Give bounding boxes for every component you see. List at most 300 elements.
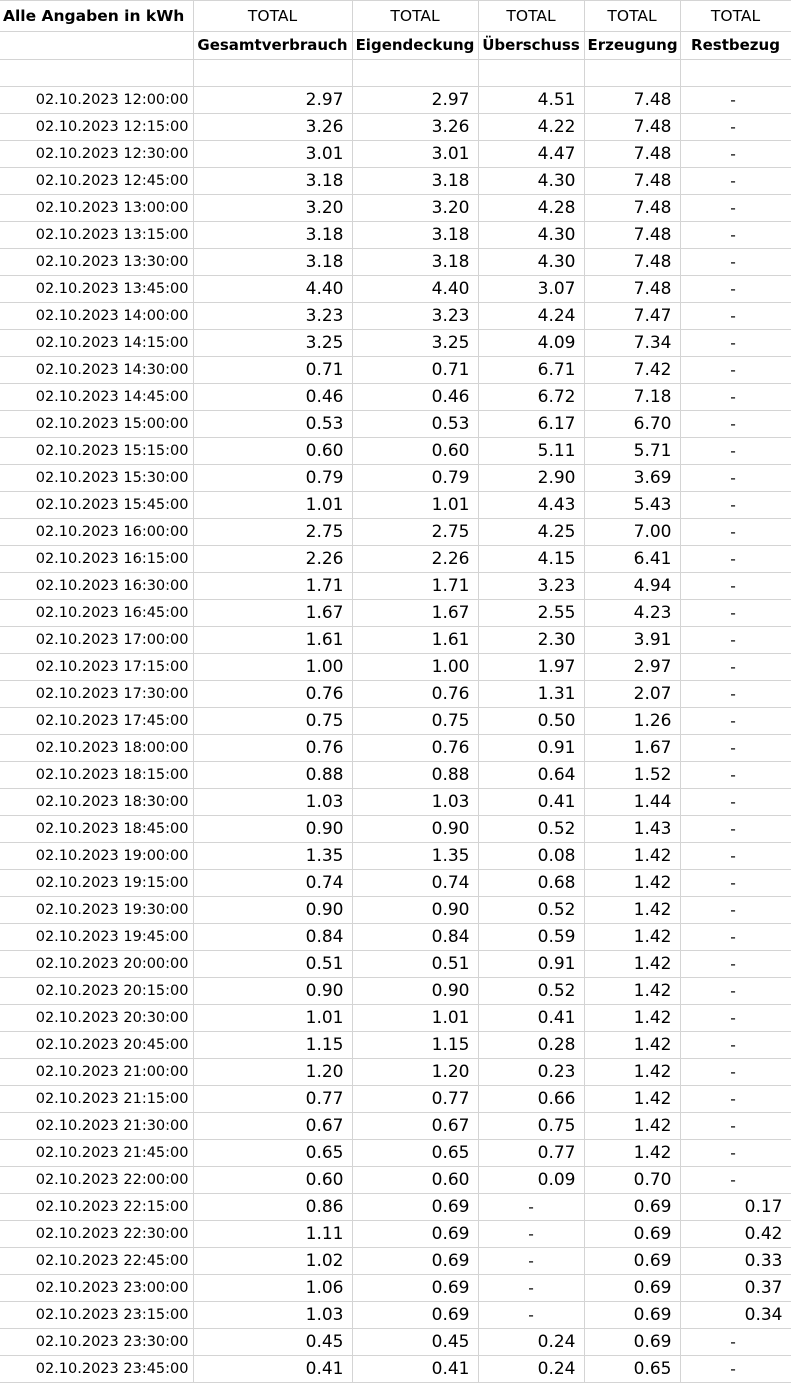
erzeugung-cell[interactable]: 1.52 (584, 762, 680, 789)
eigendeckung-cell[interactable]: 3.23 (352, 303, 478, 330)
sheet-title[interactable]: Alle Angaben in kWh (0, 1, 193, 32)
erzeugung-cell[interactable]: 7.34 (584, 330, 680, 357)
eigendeckung-cell[interactable]: 1.01 (352, 492, 478, 519)
eigendeckung-cell[interactable]: 0.90 (352, 978, 478, 1005)
erzeugung-cell[interactable]: 1.42 (584, 1113, 680, 1140)
eigendeckung-cell[interactable]: 1.15 (352, 1032, 478, 1059)
gesamtverbrauch-cell[interactable]: 2.26 (193, 546, 352, 573)
erzeugung-cell[interactable]: 7.48 (584, 141, 680, 168)
restbezug-cell[interactable]: - (680, 1005, 791, 1032)
column-header-ueberschuss[interactable]: Überschuss (478, 32, 584, 60)
ueberschuss-cell[interactable]: 4.47 (478, 141, 584, 168)
gesamtverbrauch-cell[interactable]: 3.18 (193, 168, 352, 195)
restbezug-cell[interactable]: - (680, 978, 791, 1005)
gesamtverbrauch-cell[interactable]: 0.86 (193, 1194, 352, 1221)
eigendeckung-cell[interactable]: 0.90 (352, 897, 478, 924)
timestamp-cell[interactable]: 02.10.2023 23:15:00 (0, 1302, 193, 1329)
timestamp-cell[interactable]: 02.10.2023 16:15:00 (0, 546, 193, 573)
eigendeckung-cell[interactable]: 0.69 (352, 1275, 478, 1302)
gesamtverbrauch-cell[interactable]: 1.15 (193, 1032, 352, 1059)
restbezug-cell[interactable]: - (680, 600, 791, 627)
erzeugung-cell[interactable]: 1.42 (584, 924, 680, 951)
timestamp-cell[interactable]: 02.10.2023 18:30:00 (0, 789, 193, 816)
restbezug-cell[interactable]: - (680, 1167, 791, 1194)
restbezug-cell[interactable]: - (680, 897, 791, 924)
eigendeckung-cell[interactable]: 0.65 (352, 1140, 478, 1167)
ueberschuss-cell[interactable]: 0.68 (478, 870, 584, 897)
gesamtverbrauch-cell[interactable]: 0.88 (193, 762, 352, 789)
eigendeckung-cell[interactable]: 3.18 (352, 168, 478, 195)
timestamp-cell[interactable]: 02.10.2023 14:00:00 (0, 303, 193, 330)
erzeugung-cell[interactable]: 1.42 (584, 1059, 680, 1086)
erzeugung-cell[interactable]: 0.69 (584, 1302, 680, 1329)
restbezug-cell[interactable]: - (680, 384, 791, 411)
gesamtverbrauch-cell[interactable]: 0.60 (193, 438, 352, 465)
gesamtverbrauch-cell[interactable]: 1.06 (193, 1275, 352, 1302)
gesamtverbrauch-cell[interactable]: 0.53 (193, 411, 352, 438)
eigendeckung-cell[interactable]: 0.69 (352, 1302, 478, 1329)
restbezug-cell[interactable]: - (680, 492, 791, 519)
eigendeckung-cell[interactable]: 3.18 (352, 249, 478, 276)
gesamtverbrauch-cell[interactable]: 3.18 (193, 249, 352, 276)
gesamtverbrauch-cell[interactable]: 3.23 (193, 303, 352, 330)
eigendeckung-cell[interactable]: 0.45 (352, 1329, 478, 1356)
gesamtverbrauch-cell[interactable]: 0.90 (193, 897, 352, 924)
timestamp-cell[interactable]: 02.10.2023 19:15:00 (0, 870, 193, 897)
restbezug-cell[interactable]: - (680, 789, 791, 816)
restbezug-cell[interactable]: - (680, 276, 791, 303)
eigendeckung-cell[interactable]: 0.76 (352, 681, 478, 708)
eigendeckung-cell[interactable]: 0.69 (352, 1221, 478, 1248)
restbezug-cell[interactable]: - (680, 168, 791, 195)
restbezug-cell[interactable]: - (680, 303, 791, 330)
eigendeckung-cell[interactable]: 2.75 (352, 519, 478, 546)
timestamp-cell[interactable]: 02.10.2023 14:15:00 (0, 330, 193, 357)
ueberschuss-cell[interactable]: 0.77 (478, 1140, 584, 1167)
restbezug-cell[interactable]: - (680, 951, 791, 978)
gesamtverbrauch-cell[interactable]: 1.61 (193, 627, 352, 654)
eigendeckung-cell[interactable]: 2.97 (352, 87, 478, 114)
restbezug-cell[interactable]: 0.34 (680, 1302, 791, 1329)
restbezug-cell[interactable]: - (680, 330, 791, 357)
erzeugung-cell[interactable]: 1.42 (584, 1005, 680, 1032)
empty-cell[interactable] (0, 60, 193, 87)
timestamp-cell[interactable]: 02.10.2023 17:00:00 (0, 627, 193, 654)
restbezug-cell[interactable]: - (680, 843, 791, 870)
gesamtverbrauch-cell[interactable]: 1.02 (193, 1248, 352, 1275)
eigendeckung-cell[interactable]: 1.03 (352, 789, 478, 816)
gesamtverbrauch-cell[interactable]: 0.74 (193, 870, 352, 897)
ueberschuss-cell[interactable]: 4.22 (478, 114, 584, 141)
erzeugung-cell[interactable]: 1.42 (584, 978, 680, 1005)
ueberschuss-cell[interactable]: 2.55 (478, 600, 584, 627)
ueberschuss-cell[interactable]: 0.52 (478, 978, 584, 1005)
restbezug-cell[interactable]: - (680, 816, 791, 843)
eigendeckung-cell[interactable]: 0.84 (352, 924, 478, 951)
erzeugung-cell[interactable]: 0.69 (584, 1194, 680, 1221)
ueberschuss-cell[interactable]: 1.97 (478, 654, 584, 681)
erzeugung-cell[interactable]: 2.97 (584, 654, 680, 681)
eigendeckung-cell[interactable]: 1.71 (352, 573, 478, 600)
timestamp-cell[interactable]: 02.10.2023 19:30:00 (0, 897, 193, 924)
ueberschuss-cell[interactable]: 0.52 (478, 897, 584, 924)
gesamtverbrauch-cell[interactable]: 3.01 (193, 141, 352, 168)
restbezug-cell[interactable]: 0.17 (680, 1194, 791, 1221)
restbezug-cell[interactable]: - (680, 141, 791, 168)
gesamtverbrauch-cell[interactable]: 0.45 (193, 1329, 352, 1356)
ueberschuss-cell[interactable]: 0.08 (478, 843, 584, 870)
eigendeckung-cell[interactable]: 1.35 (352, 843, 478, 870)
timestamp-cell[interactable]: 02.10.2023 13:45:00 (0, 276, 193, 303)
gesamtverbrauch-cell[interactable]: 0.77 (193, 1086, 352, 1113)
gesamtverbrauch-cell[interactable]: 1.11 (193, 1221, 352, 1248)
erzeugung-cell[interactable]: 1.43 (584, 816, 680, 843)
timestamp-cell[interactable]: 02.10.2023 22:15:00 (0, 1194, 193, 1221)
ueberschuss-cell[interactable]: 6.17 (478, 411, 584, 438)
ueberschuss-cell[interactable]: 0.41 (478, 1005, 584, 1032)
erzeugung-cell[interactable]: 7.48 (584, 276, 680, 303)
erzeugung-cell[interactable]: 1.42 (584, 951, 680, 978)
eigendeckung-cell[interactable]: 3.20 (352, 195, 478, 222)
restbezug-cell[interactable]: - (680, 465, 791, 492)
timestamp-cell[interactable]: 02.10.2023 18:15:00 (0, 762, 193, 789)
total-label-erzeugung[interactable]: TOTAL (584, 1, 680, 32)
ueberschuss-cell[interactable]: 4.15 (478, 546, 584, 573)
eigendeckung-cell[interactable]: 0.71 (352, 357, 478, 384)
erzeugung-cell[interactable]: 6.41 (584, 546, 680, 573)
ueberschuss-cell[interactable]: - (478, 1248, 584, 1275)
ueberschuss-cell[interactable]: - (478, 1302, 584, 1329)
eigendeckung-cell[interactable]: 3.26 (352, 114, 478, 141)
erzeugung-cell[interactable]: 7.48 (584, 114, 680, 141)
erzeugung-cell[interactable]: 4.94 (584, 573, 680, 600)
timestamp-cell[interactable]: 02.10.2023 17:15:00 (0, 654, 193, 681)
eigendeckung-cell[interactable]: 0.67 (352, 1113, 478, 1140)
timestamp-cell[interactable]: 02.10.2023 23:45:00 (0, 1356, 193, 1383)
restbezug-cell[interactable]: - (680, 1329, 791, 1356)
erzeugung-cell[interactable]: 3.69 (584, 465, 680, 492)
timestamp-cell[interactable]: 02.10.2023 17:30:00 (0, 681, 193, 708)
gesamtverbrauch-cell[interactable]: 1.71 (193, 573, 352, 600)
timestamp-cell[interactable]: 02.10.2023 13:00:00 (0, 195, 193, 222)
ueberschuss-cell[interactable]: 0.24 (478, 1356, 584, 1383)
restbezug-cell[interactable]: - (680, 357, 791, 384)
gesamtverbrauch-cell[interactable]: 1.01 (193, 492, 352, 519)
restbezug-cell[interactable]: - (680, 627, 791, 654)
empty-cell[interactable] (193, 60, 352, 87)
erzeugung-cell[interactable]: 1.42 (584, 897, 680, 924)
timestamp-cell[interactable]: 02.10.2023 16:45:00 (0, 600, 193, 627)
ueberschuss-cell[interactable]: 0.41 (478, 789, 584, 816)
ueberschuss-cell[interactable]: 0.91 (478, 735, 584, 762)
erzeugung-cell[interactable]: 0.70 (584, 1167, 680, 1194)
timestamp-cell[interactable]: 02.10.2023 14:45:00 (0, 384, 193, 411)
erzeugung-cell[interactable]: 7.48 (584, 222, 680, 249)
gesamtverbrauch-cell[interactable]: 3.20 (193, 195, 352, 222)
eigendeckung-cell[interactable]: 1.67 (352, 600, 478, 627)
timestamp-cell[interactable]: 02.10.2023 15:15:00 (0, 438, 193, 465)
timestamp-cell[interactable]: 02.10.2023 21:45:00 (0, 1140, 193, 1167)
restbezug-cell[interactable]: - (680, 654, 791, 681)
restbezug-cell[interactable]: - (680, 114, 791, 141)
empty-cell[interactable] (584, 60, 680, 87)
timestamp-cell[interactable]: 02.10.2023 21:30:00 (0, 1113, 193, 1140)
ueberschuss-cell[interactable]: - (478, 1221, 584, 1248)
timestamp-cell[interactable]: 02.10.2023 16:30:00 (0, 573, 193, 600)
eigendeckung-cell[interactable]: 0.69 (352, 1194, 478, 1221)
gesamtverbrauch-cell[interactable]: 2.75 (193, 519, 352, 546)
column-header-eigendeckung[interactable]: Eigendeckung (352, 32, 478, 60)
ueberschuss-cell[interactable]: 4.30 (478, 222, 584, 249)
eigendeckung-cell[interactable]: 3.01 (352, 141, 478, 168)
gesamtverbrauch-cell[interactable]: 1.03 (193, 789, 352, 816)
erzeugung-cell[interactable]: 7.48 (584, 195, 680, 222)
ueberschuss-cell[interactable]: 3.07 (478, 276, 584, 303)
timestamp-cell[interactable]: 02.10.2023 13:30:00 (0, 249, 193, 276)
restbezug-cell[interactable]: 0.42 (680, 1221, 791, 1248)
ueberschuss-cell[interactable]: 4.51 (478, 87, 584, 114)
restbezug-cell[interactable]: - (680, 708, 791, 735)
ueberschuss-cell[interactable]: 0.66 (478, 1086, 584, 1113)
restbezug-cell[interactable]: - (680, 1086, 791, 1113)
timestamp-cell[interactable]: 02.10.2023 15:45:00 (0, 492, 193, 519)
eigendeckung-cell[interactable]: 1.20 (352, 1059, 478, 1086)
erzeugung-cell[interactable]: 1.67 (584, 735, 680, 762)
timestamp-cell[interactable]: 02.10.2023 23:00:00 (0, 1275, 193, 1302)
eigendeckung-cell[interactable]: 0.77 (352, 1086, 478, 1113)
erzeugung-cell[interactable]: 1.44 (584, 789, 680, 816)
erzeugung-cell[interactable]: 1.42 (584, 1086, 680, 1113)
ueberschuss-cell[interactable]: 0.64 (478, 762, 584, 789)
gesamtverbrauch-cell[interactable]: 0.90 (193, 978, 352, 1005)
gesamtverbrauch-cell[interactable]: 0.41 (193, 1356, 352, 1383)
eigendeckung-cell[interactable]: 0.51 (352, 951, 478, 978)
restbezug-cell[interactable]: - (680, 195, 791, 222)
erzeugung-cell[interactable]: 3.91 (584, 627, 680, 654)
erzeugung-cell[interactable]: 7.48 (584, 87, 680, 114)
eigendeckung-cell[interactable]: 0.90 (352, 816, 478, 843)
gesamtverbrauch-cell[interactable]: 2.97 (193, 87, 352, 114)
ueberschuss-cell[interactable]: 2.30 (478, 627, 584, 654)
total-label-eigendeckung[interactable]: TOTAL (352, 1, 478, 32)
gesamtverbrauch-cell[interactable]: 0.76 (193, 681, 352, 708)
eigendeckung-cell[interactable]: 1.01 (352, 1005, 478, 1032)
ueberschuss-cell[interactable]: 6.71 (478, 357, 584, 384)
timestamp-cell[interactable]: 02.10.2023 18:00:00 (0, 735, 193, 762)
timestamp-cell[interactable]: 02.10.2023 21:15:00 (0, 1086, 193, 1113)
eigendeckung-cell[interactable]: 4.40 (352, 276, 478, 303)
ueberschuss-cell[interactable]: 0.50 (478, 708, 584, 735)
restbezug-cell[interactable]: - (680, 1356, 791, 1383)
erzeugung-cell[interactable]: 7.18 (584, 384, 680, 411)
gesamtverbrauch-cell[interactable]: 1.00 (193, 654, 352, 681)
erzeugung-cell[interactable]: 5.71 (584, 438, 680, 465)
timestamp-cell[interactable]: 02.10.2023 19:00:00 (0, 843, 193, 870)
column-header-erzeugung[interactable]: Erzeugung (584, 32, 680, 60)
restbezug-cell[interactable]: - (680, 1032, 791, 1059)
eigendeckung-cell[interactable]: 1.61 (352, 627, 478, 654)
timestamp-cell[interactable]: 02.10.2023 22:30:00 (0, 1221, 193, 1248)
erzeugung-cell[interactable]: 7.47 (584, 303, 680, 330)
erzeugung-cell[interactable]: 1.42 (584, 843, 680, 870)
timestamp-cell[interactable]: 02.10.2023 12:15:00 (0, 114, 193, 141)
erzeugung-cell[interactable]: 7.42 (584, 357, 680, 384)
gesamtverbrauch-cell[interactable]: 0.84 (193, 924, 352, 951)
restbezug-cell[interactable]: - (680, 735, 791, 762)
total-label-gesamtverbrauch[interactable]: TOTAL (193, 1, 352, 32)
timestamp-cell[interactable]: 02.10.2023 15:00:00 (0, 411, 193, 438)
ueberschuss-cell[interactable]: 4.09 (478, 330, 584, 357)
ueberschuss-cell[interactable]: 0.23 (478, 1059, 584, 1086)
gesamtverbrauch-cell[interactable]: 0.76 (193, 735, 352, 762)
restbezug-cell[interactable]: - (680, 411, 791, 438)
erzeugung-cell[interactable]: 6.70 (584, 411, 680, 438)
erzeugung-cell[interactable]: 1.42 (584, 870, 680, 897)
restbezug-cell[interactable]: - (680, 519, 791, 546)
erzeugung-cell[interactable]: 2.07 (584, 681, 680, 708)
restbezug-cell[interactable]: - (680, 573, 791, 600)
ueberschuss-cell[interactable]: 0.91 (478, 951, 584, 978)
gesamtverbrauch-cell[interactable]: 3.26 (193, 114, 352, 141)
total-label-ueberschuss[interactable]: TOTAL (478, 1, 584, 32)
eigendeckung-cell[interactable]: 0.46 (352, 384, 478, 411)
gesamtverbrauch-cell[interactable]: 1.35 (193, 843, 352, 870)
erzeugung-cell[interactable]: 7.48 (584, 249, 680, 276)
gesamtverbrauch-cell[interactable]: 1.03 (193, 1302, 352, 1329)
restbezug-cell[interactable]: - (680, 1140, 791, 1167)
eigendeckung-cell[interactable]: 0.76 (352, 735, 478, 762)
eigendeckung-cell[interactable]: 2.26 (352, 546, 478, 573)
ueberschuss-cell[interactable]: 0.59 (478, 924, 584, 951)
gesamtverbrauch-cell[interactable]: 0.71 (193, 357, 352, 384)
gesamtverbrauch-cell[interactable]: 4.40 (193, 276, 352, 303)
timestamp-cell[interactable]: 02.10.2023 21:00:00 (0, 1059, 193, 1086)
timestamp-cell[interactable]: 02.10.2023 20:45:00 (0, 1032, 193, 1059)
timestamp-cell[interactable]: 02.10.2023 20:30:00 (0, 1005, 193, 1032)
timestamp-cell[interactable]: 02.10.2023 15:30:00 (0, 465, 193, 492)
restbezug-cell[interactable]: - (680, 762, 791, 789)
eigendeckung-cell[interactable]: 0.60 (352, 1167, 478, 1194)
timestamp-cell[interactable]: 02.10.2023 22:00:00 (0, 1167, 193, 1194)
restbezug-cell[interactable]: 0.37 (680, 1275, 791, 1302)
timestamp-cell[interactable]: 02.10.2023 12:45:00 (0, 168, 193, 195)
timestamp-cell[interactable]: 02.10.2023 12:30:00 (0, 141, 193, 168)
erzeugung-cell[interactable]: 0.69 (584, 1248, 680, 1275)
eigendeckung-cell[interactable]: 0.88 (352, 762, 478, 789)
gesamtverbrauch-cell[interactable]: 1.01 (193, 1005, 352, 1032)
timestamp-cell[interactable]: 02.10.2023 17:45:00 (0, 708, 193, 735)
restbezug-cell[interactable]: - (680, 438, 791, 465)
restbezug-cell[interactable]: 0.33 (680, 1248, 791, 1275)
gesamtverbrauch-cell[interactable]: 0.79 (193, 465, 352, 492)
ueberschuss-cell[interactable]: 0.75 (478, 1113, 584, 1140)
ueberschuss-cell[interactable]: 0.52 (478, 816, 584, 843)
timestamp-cell[interactable]: 02.10.2023 13:15:00 (0, 222, 193, 249)
eigendeckung-cell[interactable]: 0.53 (352, 411, 478, 438)
restbezug-cell[interactable]: - (680, 222, 791, 249)
eigendeckung-cell[interactable]: 3.18 (352, 222, 478, 249)
erzeugung-cell[interactable]: 7.00 (584, 519, 680, 546)
gesamtverbrauch-cell[interactable]: 1.67 (193, 600, 352, 627)
eigendeckung-cell[interactable]: 0.79 (352, 465, 478, 492)
ueberschuss-cell[interactable]: 4.25 (478, 519, 584, 546)
eigendeckung-cell[interactable]: 0.75 (352, 708, 478, 735)
eigendeckung-cell[interactable]: 1.00 (352, 654, 478, 681)
erzeugung-cell[interactable]: 7.48 (584, 168, 680, 195)
eigendeckung-cell[interactable]: 0.60 (352, 438, 478, 465)
restbezug-cell[interactable]: - (680, 87, 791, 114)
gesamtverbrauch-cell[interactable]: 1.20 (193, 1059, 352, 1086)
gesamtverbrauch-cell[interactable]: 3.25 (193, 330, 352, 357)
erzeugung-cell[interactable]: 0.69 (584, 1329, 680, 1356)
ueberschuss-cell[interactable]: 4.28 (478, 195, 584, 222)
ueberschuss-cell[interactable]: 4.24 (478, 303, 584, 330)
total-label-restbezug[interactable]: TOTAL (680, 1, 791, 32)
erzeugung-cell[interactable]: 0.69 (584, 1275, 680, 1302)
timestamp-cell[interactable]: 02.10.2023 23:30:00 (0, 1329, 193, 1356)
ueberschuss-cell[interactable]: 3.23 (478, 573, 584, 600)
ueberschuss-cell[interactable]: - (478, 1194, 584, 1221)
erzeugung-cell[interactable]: 0.65 (584, 1356, 680, 1383)
erzeugung-cell[interactable]: 1.42 (584, 1140, 680, 1167)
gesamtverbrauch-cell[interactable]: 0.75 (193, 708, 352, 735)
gesamtverbrauch-cell[interactable]: 0.67 (193, 1113, 352, 1140)
ueberschuss-cell[interactable]: 6.72 (478, 384, 584, 411)
ueberschuss-cell[interactable]: 0.28 (478, 1032, 584, 1059)
ueberschuss-cell[interactable]: 4.43 (478, 492, 584, 519)
timestamp-cell[interactable]: 02.10.2023 12:00:00 (0, 87, 193, 114)
ueberschuss-cell[interactable]: 0.24 (478, 1329, 584, 1356)
gesamtverbrauch-cell[interactable]: 0.51 (193, 951, 352, 978)
erzeugung-cell[interactable]: 0.69 (584, 1221, 680, 1248)
timestamp-cell[interactable]: 02.10.2023 18:45:00 (0, 816, 193, 843)
restbezug-cell[interactable]: - (680, 1113, 791, 1140)
header-empty-cell[interactable] (0, 32, 193, 60)
ueberschuss-cell[interactable]: 4.30 (478, 249, 584, 276)
timestamp-cell[interactable]: 02.10.2023 20:00:00 (0, 951, 193, 978)
timestamp-cell[interactable]: 02.10.2023 19:45:00 (0, 924, 193, 951)
erzeugung-cell[interactable]: 1.26 (584, 708, 680, 735)
ueberschuss-cell[interactable]: 5.11 (478, 438, 584, 465)
eigendeckung-cell[interactable]: 0.74 (352, 870, 478, 897)
gesamtverbrauch-cell[interactable]: 0.46 (193, 384, 352, 411)
ueberschuss-cell[interactable]: 0.09 (478, 1167, 584, 1194)
restbezug-cell[interactable]: - (680, 249, 791, 276)
eigendeckung-cell[interactable]: 3.25 (352, 330, 478, 357)
restbezug-cell[interactable]: - (680, 1059, 791, 1086)
empty-cell[interactable] (352, 60, 478, 87)
restbezug-cell[interactable]: - (680, 546, 791, 573)
ueberschuss-cell[interactable]: - (478, 1275, 584, 1302)
timestamp-cell[interactable]: 02.10.2023 20:15:00 (0, 978, 193, 1005)
restbezug-cell[interactable]: - (680, 924, 791, 951)
eigendeckung-cell[interactable]: 0.41 (352, 1356, 478, 1383)
gesamtverbrauch-cell[interactable]: 0.60 (193, 1167, 352, 1194)
timestamp-cell[interactable]: 02.10.2023 22:45:00 (0, 1248, 193, 1275)
column-header-restbezug[interactable]: Restbezug (680, 32, 791, 60)
empty-cell[interactable] (478, 60, 584, 87)
erzeugung-cell[interactable]: 5.43 (584, 492, 680, 519)
empty-cell[interactable] (680, 60, 791, 87)
timestamp-cell[interactable]: 02.10.2023 16:00:00 (0, 519, 193, 546)
gesamtverbrauch-cell[interactable]: 3.18 (193, 222, 352, 249)
gesamtverbrauch-cell[interactable]: 0.90 (193, 816, 352, 843)
ueberschuss-cell[interactable]: 1.31 (478, 681, 584, 708)
restbezug-cell[interactable]: - (680, 870, 791, 897)
restbezug-cell[interactable]: - (680, 681, 791, 708)
erzeugung-cell[interactable]: 1.42 (584, 1032, 680, 1059)
timestamp-cell[interactable]: 02.10.2023 14:30:00 (0, 357, 193, 384)
